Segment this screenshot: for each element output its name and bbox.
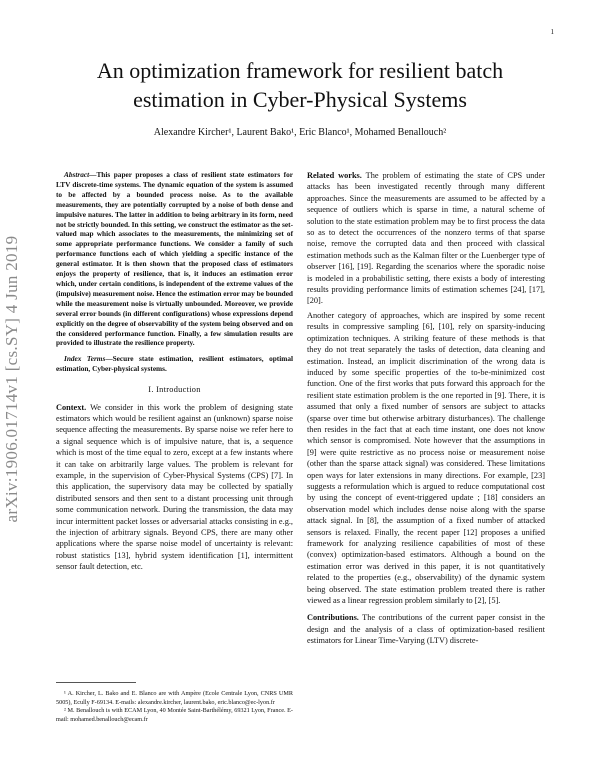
left-column (56, 170, 293, 576)
authors: Alexandre Kircher¹, Laurent Bako¹, Eric Blanco¹, Mohamed Benallouch² (153, 127, 447, 138)
related-label: Related works. (307, 171, 362, 180)
contrib-text: The contributions of the current paper consist in the design and the analysis of a class of optimization-based resilient estimators for Linear Time-Varying (LTV) discrete- (307, 613, 545, 646)
paper-title: An optimization framework for resilient batch estimation in Cyber-Physical Systems (96, 58, 504, 112)
related-text: The problem of estimating the state of CPS under attacks has been investigated recently through many different approaches. Since the measurements are assumed to be affected by a sequence of outliers which is sparse in time, a natural scheme of solution to the state estimation problem may be to first process the data so as to detect the occurrences of the nonzero terms of that sparse noise, remove the corrupted data and then proceed with classical estimation methods such as the Kalman filter or the Luenberger type of observer [16], [19]. Regarding the scenarios where the sporadic noise is modeled in a probabilistic setting, there exists a body of interesting results providing performance limits of estimation schemes [24], [17], [20]. (307, 171, 545, 306)
abstract-label: Abstract (64, 170, 90, 179)
page-number: 1 (550, 28, 554, 36)
contrib-label: Contributions. (307, 613, 359, 623)
index-terms-label: Index Terms (64, 354, 106, 364)
abstract-text: —This paper proposes a class of resilient state estimators for LTV discrete-time systems. The dynamic equation of the system is assumed to be affected by a bounded process noise. As to the available measurements, they are potentially corrupted by a noise of both dense and impulsive natures. The latter in addition to being arbitrary in its form, need not be strictly bounded. In this setting, we construct the estimator as the set-valued map which associates to the measurements, the minimizing set of some appropriate performance functions. We consider a family of such performance functions each of which yielding a specific instance of the general estimator. It is then shown that the proposed class of estimators enjoys the property of resilience, that is, it induces an estimation error which, under certain conditions, is independent of the extreme values of the (impulsive) measurement noise. Hence the estimation error may be bounded while the measurement noise is virtually unbounded. Moreover, we provide several error bounds (in different configurations) whose expressions depend explicitly on the degree of observability of the system being observed and on the considered performance function. Finally, a few simulation results are provided to illustrate the resilience property. (56, 170, 293, 348)
index-terms-text: —Secure state estimation, resilient estimators, optimal estimation, Cyber-physical systems. (56, 354, 293, 374)
contrib-paragraph (307, 612, 545, 646)
intro-text: We consider in this work the problem of designing state estimators which would be resilient against an (unknown) sparse noise sequence affecting the measurements. By sparse noise we refer here to a signal sequence which is of impulsive nature, that is, a sequence which is most of the time equal to zero, except at a few instants where it can take on arbitrarily large values. The problem is relevant for example, in the supervision of Cyber-Physical Systems (CPS) [7]. In this application, the supervisory data may be collected by spatially distributed sensors and then sent to a distant processing unit through some communication network. During the transmission, the data may incur intermittent packet losses or adversarial attacks consisting in e.g., the injection of arbitrary signals. Beyond CPS, there are many other applications where the sparse noise model of uncertainty is relevant: robust statistics [13], hybrid system identification [1], intermittent sensor fault detection, etc. (56, 402, 293, 572)
footnotes (56, 690, 293, 724)
footnote-rule (56, 682, 136, 683)
intro-label: Context. (56, 402, 87, 412)
section-heading: I. Introduction (148, 385, 201, 395)
arxiv-stamp: arXiv:1906.01714v1 [cs.SY] 4 Jun 2019 (2, 235, 21, 523)
related-paragraph-2: Another category of approaches, which are inspired by some recent results in compressive sampling [6], [10], rely on sparsity-inducing optimization techniques. A striking feature of these methods is that they do not treat separately the tasks of detection, data cleaning and estimation. Instead, an implicit discrimination of the wrong data is induced by some specific properties of the to-be-minimized cost function. One of the first works that puts forward this approach for the resilient state estimation problem is the one reported in [9]. There, it is assumed that only a fixed number of sensors are subject to attacks (sparse over time but otherwise arbitrary disturbances). The challenge then resides in the fact that at each time instant, one does not know which sensor is compromised. Note however that the assumptions in [9] were quite restrictive as no process noise or measurement noise (other than the sparse attack signal) was considered. These limitations open ways for later extensions in many directions. For example, [23] suggests a reformulation which is argued to reduce computational cost by using the concept of event-triggered update ; [18] considers an observation model which includes dense noise along with the sparse attack signal. In [8], the assumption of a fixed number of attacked sensors is relaxed. Finally, the recent paper [12] proposes a unified framework for analyzing resilience capabilities of most of these (convex) optimization-based estimators. Although a bound on the estimation error was derived in this paper, it is not quantitatively related to the properties (e.g., observability) of the dynamic system being observed. The state estimation problem treated there is rather viewed as a linear regression problem similarly to [2], [5]. (307, 310, 545, 606)
right-column (307, 170, 545, 650)
footnote-2: ² M. Benallouch is with ECAM Lyon, 40 Montée Saint-Barthélémy, 69321 Lyon, France. E-mail: mohamed.benallouch@ecam.fr (56, 707, 293, 723)
related-paragraph (307, 170, 545, 307)
abstract (56, 170, 293, 374)
intro-paragraph (56, 402, 293, 573)
footnote-1: ¹ A. Kircher, L. Bako and E. Blanco are with Ampère (Ecole Centrale Lyon, CNRS UMR 5005), Ecully F-69134. E-mails: alexandre.kircher, laurent.bako, eric.blanco@ec-lyon.fr (56, 690, 293, 706)
